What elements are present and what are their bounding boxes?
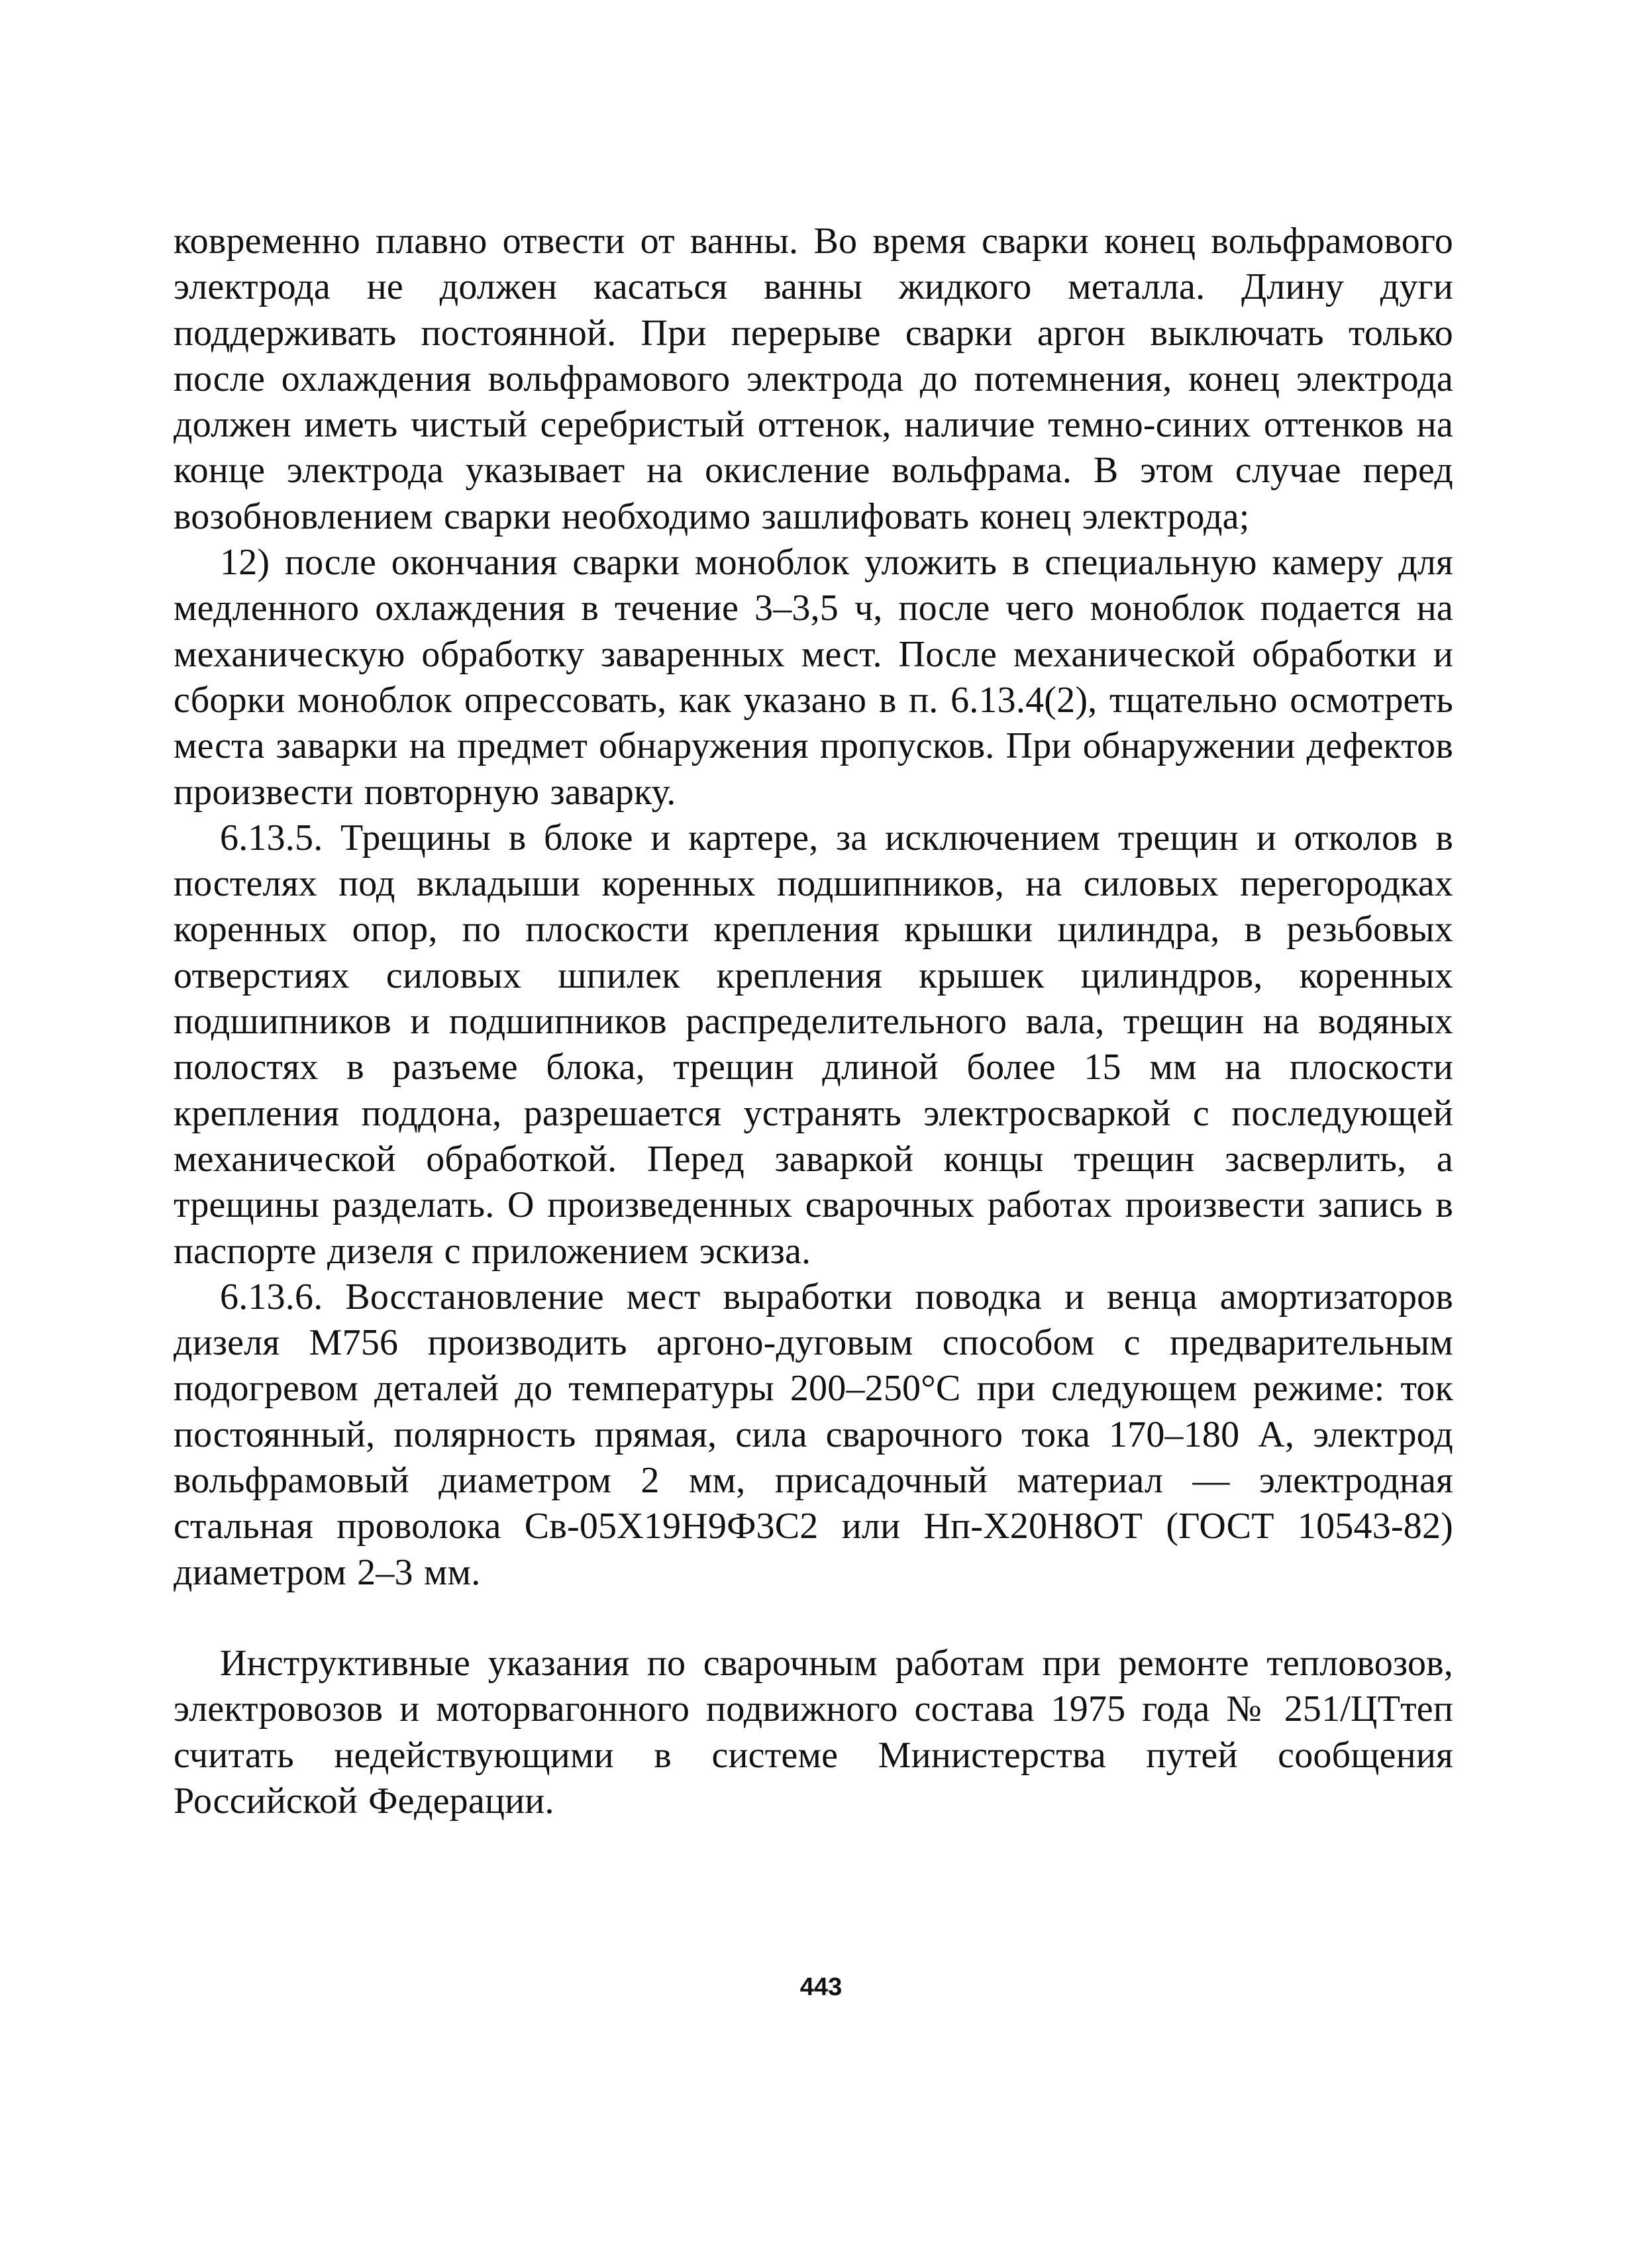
paragraph-continuation: ковременно плавно отвести от ванны. Во время сварки конец вольфрамового электрода не должен касаться ванны жидкого металла. Длину дуги поддерживать постоянной. При перерыве сварки аргон выключать только после охлаждения вольфрамового электрода до потемнения, конец электрода должен иметь чистый серебристый оттенок, наличие темно-синих оттенков на конце электрода указывает на окисление вольфрама. В этом случае перед возобновлением сварки необходимо зашлифовать конец электрода; <box>174 221 1453 537</box>
paragraph-section-6-13-6: 6.13.6. Восстановление мест выработки поводка и венца амортизаторов дизеля М756 производить аргоно-дуговым способом с предварительным подогревом деталей до температуры 200–250°С при следующем режиме: ток постоянный, полярность прямая, сила сварочного тока 170–180 А, электрод вольфрамовый диаметром 2 мм, присадочный материал — электродная стальная проволока Св-05Х19Н9Ф3С2 или Нп-Х20Н8ОТ (ГОСТ 10543-82) диаметром 2–3 мм. <box>174 1276 1453 1593</box>
closing-note: Инструктивные указания по сварочным работам при ремонте тепловозов, электровозов и моторвагонного подвижного состава 1975 года № 251/ЦТтеп считать недействующими в системе Министерства путей сообщения Российской Федерации. <box>174 1642 1453 1822</box>
page-number: 443 <box>799 1973 843 2001</box>
paragraph-item-12: 12) после окончания сварки моноблок уложить в специальную камеру для медленного охлаждения в течение 3–3,5 ч, после чего моноблок подается на механическую обработку заваренных мест. После механической обработки и сборки моноблок опрессовать, как указано в п. 6.13.4(2), тщательно осмотреть места заварки на предмет обнаружения пропусков. При обнаружении дефектов произвести повторную заварку. <box>174 542 1453 813</box>
body-text <box>174 219 1453 1824</box>
paragraph-section-6-13-5: 6.13.5. Трещины в блоке и картере, за исключением трещин и отколов в постелях под вкладыши коренных подшипников, на силовых перегородках коренных опор, по плоскости крепления крышки цилиндра, в резьбовых отверстиях силовых шпилек крепления крышек цилиндров, коренных подшипников и подшипников распределительного вала, трещин на водяных полостях в разъеме блока, трещин длиной более 15 мм на плоскости крепления поддона, разрешается устранять электросваркой с последующей механической обработкой. Перед заваркой концы трещин засверлить, а трещины разделать. О произведенных сварочных работах произвести запись в паспорте дизеля с приложением эскиза. <box>174 817 1453 1272</box>
